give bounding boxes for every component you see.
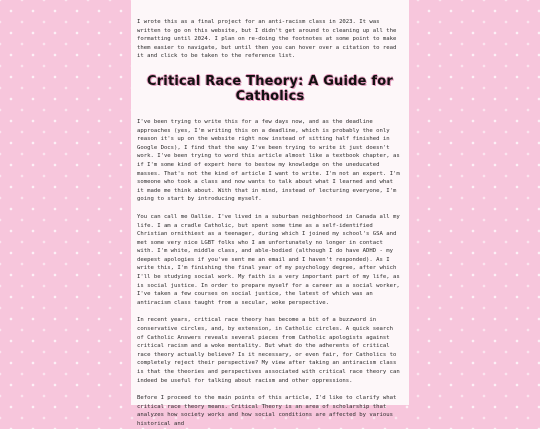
article-page	[131, 0, 409, 427]
article-paragraph-3: In recent years, critical race theory has become a bit of a buzzword in conservative circles, and, by extension, in Catholic circles. A quick search of Catholic Answers reveals several pieces from Catholic apologists against critical racism and a woke mentality. But what do the adherents of critical race theory actually believe? Is it necessary, or even fair, for Catholics to completely reject their perspective? My view after taking an antiracism class is that the theories and perspectives associated with critical race theory can indeed be useful for talking about racism and other oppressions.	[137, 317, 400, 384]
page-title: Critical Race Theory: A Guide for Catholics	[146, 73, 394, 104]
article-paragraph-2: You can call me Oallie. I've lived in a suburban neighborhood in Canada all my life. I am a cradle Catholic, but spent some time as a self-identified Christian ornithiest as a teenager, during which I joined my school's GSA and met some very nice LGBT folks who I am unfortunately no longer in contact with. I'm white, middle class, and able-bodied (although I do have ADHD - my deepest apologies if you've sent me an email and I haven't responded). As I write this, I'm finishing the final year of my psychology degree, after which I'll be studying social work. My faith is a very important part of my life, as is social justice. In order to prepare myself for a career as a social worker, I've taken a few courses on social justice, the latest of which was an antiracism class taught from a secular, woke perspective.	[137, 213, 400, 306]
intro-note: I wrote this as a final project for an anti-racism class in 2023. It was written to go on this website, but I didn't get around to cleaning up all the formatting until 2024. I plan on re-doing the footnotes at some point to make them easier to navigate, but until then you can hover over a citation to read it and click to be taken to the reference list.	[137, 19, 397, 60]
article-paragraph-1: I've been trying to write this for a few days now, and as the deadline approaches (yes, I'm writing this on a deadline, which is probably the only reason it's up on the website right now instead of sitting half finished in Google Docs), I find that the way I've been trying to write it just doesn't work. I've been trying to word this article almost like a textbook chapter, as if I'm some kind of expert here to bestow my knowledge on the uneducated masses. That's not the kind of article I want to write. I'm not an expert. I'm someone who took a class and now wants to talk about what I learned and what it made me think about. With that in mind, instead of lecturing everyone, I'm going to start by introducing myself.	[137, 118, 400, 203]
article-paragraph-4: Before I proceed to the main points of this article, I'd like to clarify what critical race theory means. Critical Theory is an area of scholarship that analyzes how society works and how social conditions are affected by various historical and	[137, 395, 397, 427]
